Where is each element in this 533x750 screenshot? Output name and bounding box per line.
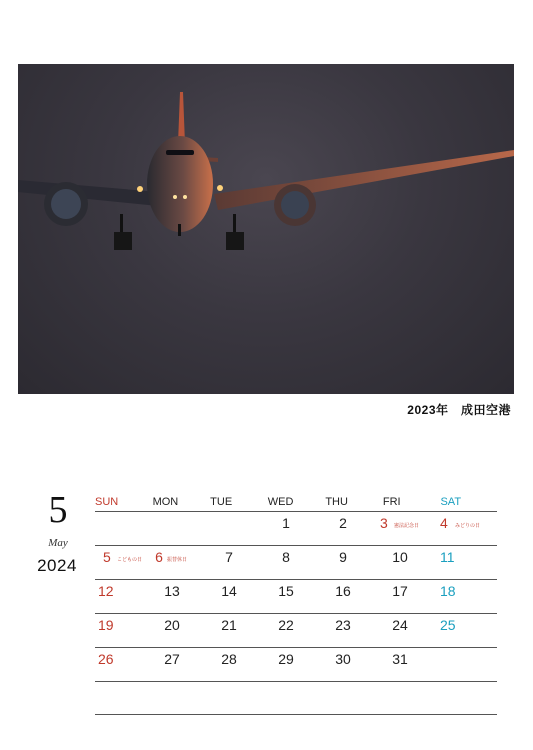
day-cell — [152, 648, 209, 681]
day-cell — [95, 614, 152, 647]
day-number: 13 — [164, 583, 180, 599]
day-cell — [209, 580, 266, 613]
weekday-mon: MON — [152, 496, 179, 508]
weekday-sun: SUN — [95, 496, 119, 508]
day-cell — [437, 682, 494, 714]
day-number: 22 — [278, 617, 294, 633]
day-cell — [209, 546, 266, 579]
day-number: 1 — [282, 515, 290, 531]
day-cell — [266, 648, 323, 681]
day-cell — [95, 580, 152, 613]
day-number: 15 — [278, 583, 294, 599]
day-cell — [380, 614, 437, 647]
month-number: 5 — [48, 489, 68, 531]
day-number: 21 — [221, 617, 237, 633]
day-cell — [152, 512, 209, 545]
day-cell — [266, 682, 323, 714]
day-number: 28 — [221, 651, 237, 667]
day-cell — [266, 614, 323, 647]
week-row — [95, 545, 497, 579]
day-cell — [266, 512, 323, 545]
day-number: 24 — [392, 617, 408, 633]
day-cell — [209, 614, 266, 647]
day-number: 18 — [440, 583, 456, 599]
day-number: 11 — [440, 549, 455, 565]
day-cell — [95, 648, 152, 681]
day-number: 8 — [282, 549, 290, 565]
day-cell — [152, 546, 209, 579]
day-number: 26 — [98, 651, 114, 667]
holiday-label: 振替休日 — [167, 557, 188, 563]
day-number: 31 — [392, 651, 408, 667]
day-number: 2 — [339, 515, 347, 531]
day-number: 20 — [164, 617, 180, 633]
month-name: May — [48, 537, 68, 549]
weekday-fri: FRI — [382, 496, 401, 508]
weekday-tue: TUE — [210, 496, 233, 508]
weekday-header — [95, 495, 497, 511]
day-cell — [209, 512, 266, 545]
day-cell — [323, 580, 380, 613]
week-row — [95, 647, 497, 681]
day-number: 6 — [155, 549, 163, 565]
day-cell — [323, 648, 380, 681]
day-number: 9 — [339, 549, 347, 565]
day-number: 10 — [392, 549, 408, 565]
week-row — [95, 681, 497, 715]
weekday-wed: WED — [267, 496, 294, 508]
calendar-grid — [95, 495, 497, 715]
holiday-label: こどもの日 — [117, 557, 143, 563]
day-number: 23 — [335, 617, 351, 633]
day-number: 3 — [380, 515, 388, 531]
day-number: 17 — [392, 583, 408, 599]
day-cell — [266, 546, 323, 579]
day-cell — [152, 614, 209, 647]
photo-caption: 2023年 成田空港 — [407, 403, 511, 417]
day-number: 4 — [440, 515, 448, 531]
day-cell — [437, 512, 494, 545]
day-cell — [266, 580, 323, 613]
airplane-photo — [18, 64, 514, 394]
day-cell — [437, 546, 494, 579]
weekday-thu: THU — [325, 496, 348, 508]
day-cell — [437, 580, 494, 613]
day-number: 7 — [225, 549, 233, 565]
day-cell — [209, 648, 266, 681]
day-cell — [152, 580, 209, 613]
day-cell — [323, 512, 380, 545]
day-cell — [380, 512, 437, 545]
holiday-label: みどりの日 — [455, 523, 481, 529]
holiday-label: 憲法記念日 — [394, 523, 420, 529]
day-cell — [380, 648, 437, 681]
day-number: 5 — [103, 549, 111, 565]
day-cell — [95, 682, 152, 714]
day-cell — [437, 614, 494, 647]
week-row — [95, 511, 497, 545]
day-number: 16 — [335, 583, 351, 599]
day-number: 29 — [278, 651, 294, 667]
day-cell — [380, 546, 437, 579]
day-cell — [437, 648, 494, 681]
weekday-sat: SAT — [440, 496, 462, 508]
day-number: 19 — [98, 617, 114, 633]
day-cell — [323, 614, 380, 647]
day-number: 27 — [164, 651, 180, 667]
day-cell — [95, 512, 152, 545]
day-number: 12 — [98, 583, 114, 599]
day-cell — [323, 682, 380, 714]
day-number: 25 — [440, 617, 456, 633]
day-cell — [152, 682, 209, 714]
day-number: 30 — [335, 651, 351, 667]
day-cell — [323, 546, 380, 579]
year: 2024 — [37, 556, 77, 575]
day-cell — [209, 682, 266, 714]
week-row — [95, 613, 497, 647]
day-number: 14 — [221, 583, 237, 599]
day-cell — [380, 682, 437, 714]
day-cell — [380, 580, 437, 613]
week-row — [95, 579, 497, 613]
airplane-illustration — [18, 64, 514, 394]
day-cell — [95, 546, 152, 579]
